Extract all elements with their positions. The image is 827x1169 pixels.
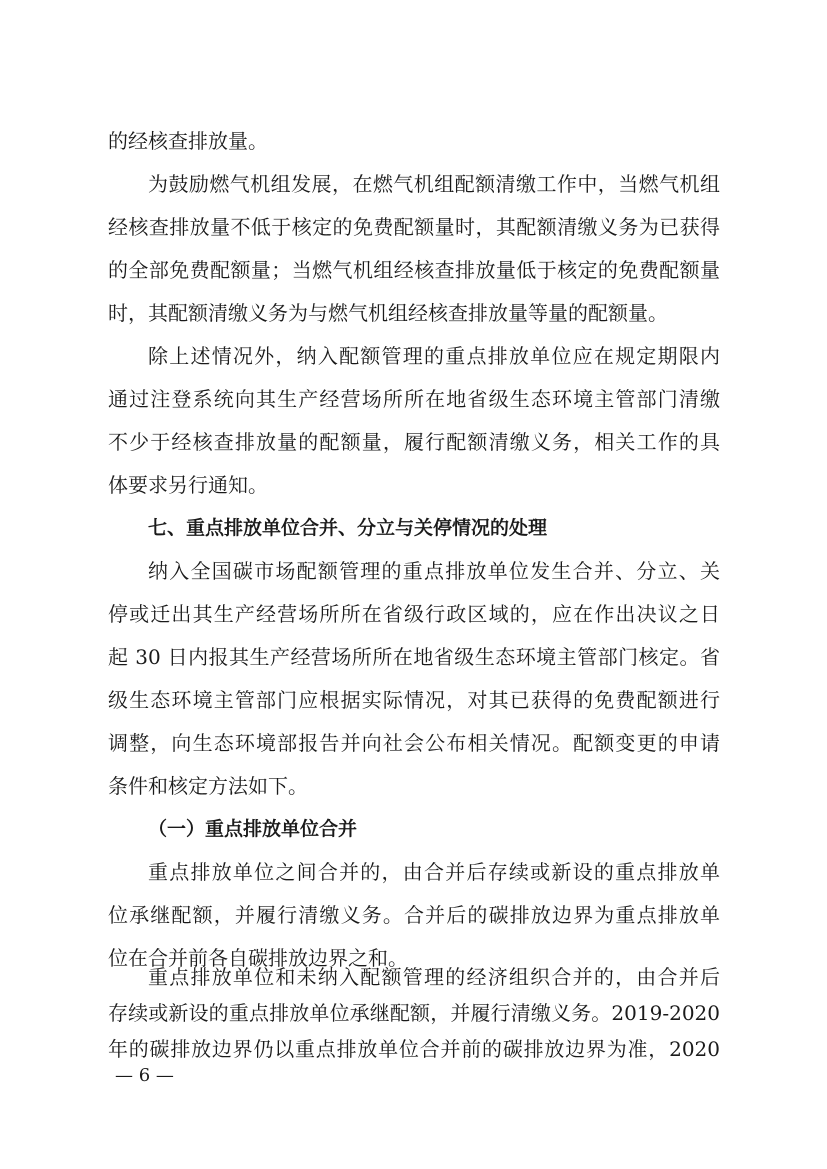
text-line: 纳入全国碳市场配额管理的重点排放单位发生合并、分立、关 [148, 559, 720, 583]
text-line: 不少于经核查排放量的配额量，履行配额清缴义务，相关工作的具 [108, 430, 720, 454]
text-line: 的全部免费配额量；当燃气机组经核查排放量低于核定的免费配额量 [108, 258, 720, 282]
text-line: 时，其配额清缴义务为与燃气机组经核查排放量等量的配额量。 [108, 301, 668, 325]
text-line: 条件和核定方法如下。 [108, 774, 308, 798]
text-line: 经核查排放量不低于核定的免费配额量时，其配额清缴义务为已获得 [108, 215, 720, 239]
text-line: 体要求另行通知。 [108, 473, 268, 497]
text-line: 为鼓励燃气机组发展，在燃气机组配额清缴工作中，当燃气机组 [148, 172, 720, 196]
text-line: 的经核查排放量。 [108, 129, 268, 153]
text-line: 年的碳排放边界仍以重点排放单位合并前的碳排放边界为准，2020 [108, 1037, 720, 1061]
text-line: 停或迁出其生产经营场所所在省级行政区域的，应在作出决议之日 [108, 602, 720, 626]
text-line: 除上述情况外，纳入配额管理的重点排放单位应在规定期限内 [148, 344, 720, 368]
text-line: 通过注登系统向其生产经营场所所在地省级生态环境主管部门清缴 [108, 387, 720, 411]
text-line: 存续或新设的重点排放单位承继配额，并履行清缴义务。2019-2020 [108, 1001, 720, 1025]
text-line: 重点排放单位和未纳入配额管理的经济组织合并的，由合并后 [148, 965, 720, 989]
text-line: 重点排放单位之间合并的，由合并后存续或新设的重点排放单 [148, 860, 720, 884]
text-line: 调整，向生态环境部报告并向社会公布相关情况。配额变更的申请 [108, 731, 720, 755]
section-heading: 七、重点排放单位合并、分立与关停情况的处理 [148, 517, 548, 539]
page-number: — 6 — [115, 1065, 174, 1086]
text-line: 起 30 日内报其生产经营场所所在地省级生态环境主管部门核定。省 [108, 645, 720, 669]
text-line: 级生态环境主管部门应根据实际情况，对其已获得的免费配额进行 [108, 688, 720, 712]
text-line: 位承继配额，并履行清缴义务。合并后的碳排放边界为重点排放单 [108, 903, 720, 927]
subsection-heading: （一）重点排放单位合并 [148, 818, 358, 840]
text-line: 位在合并前各自碳排放边界之和。 [108, 946, 408, 970]
